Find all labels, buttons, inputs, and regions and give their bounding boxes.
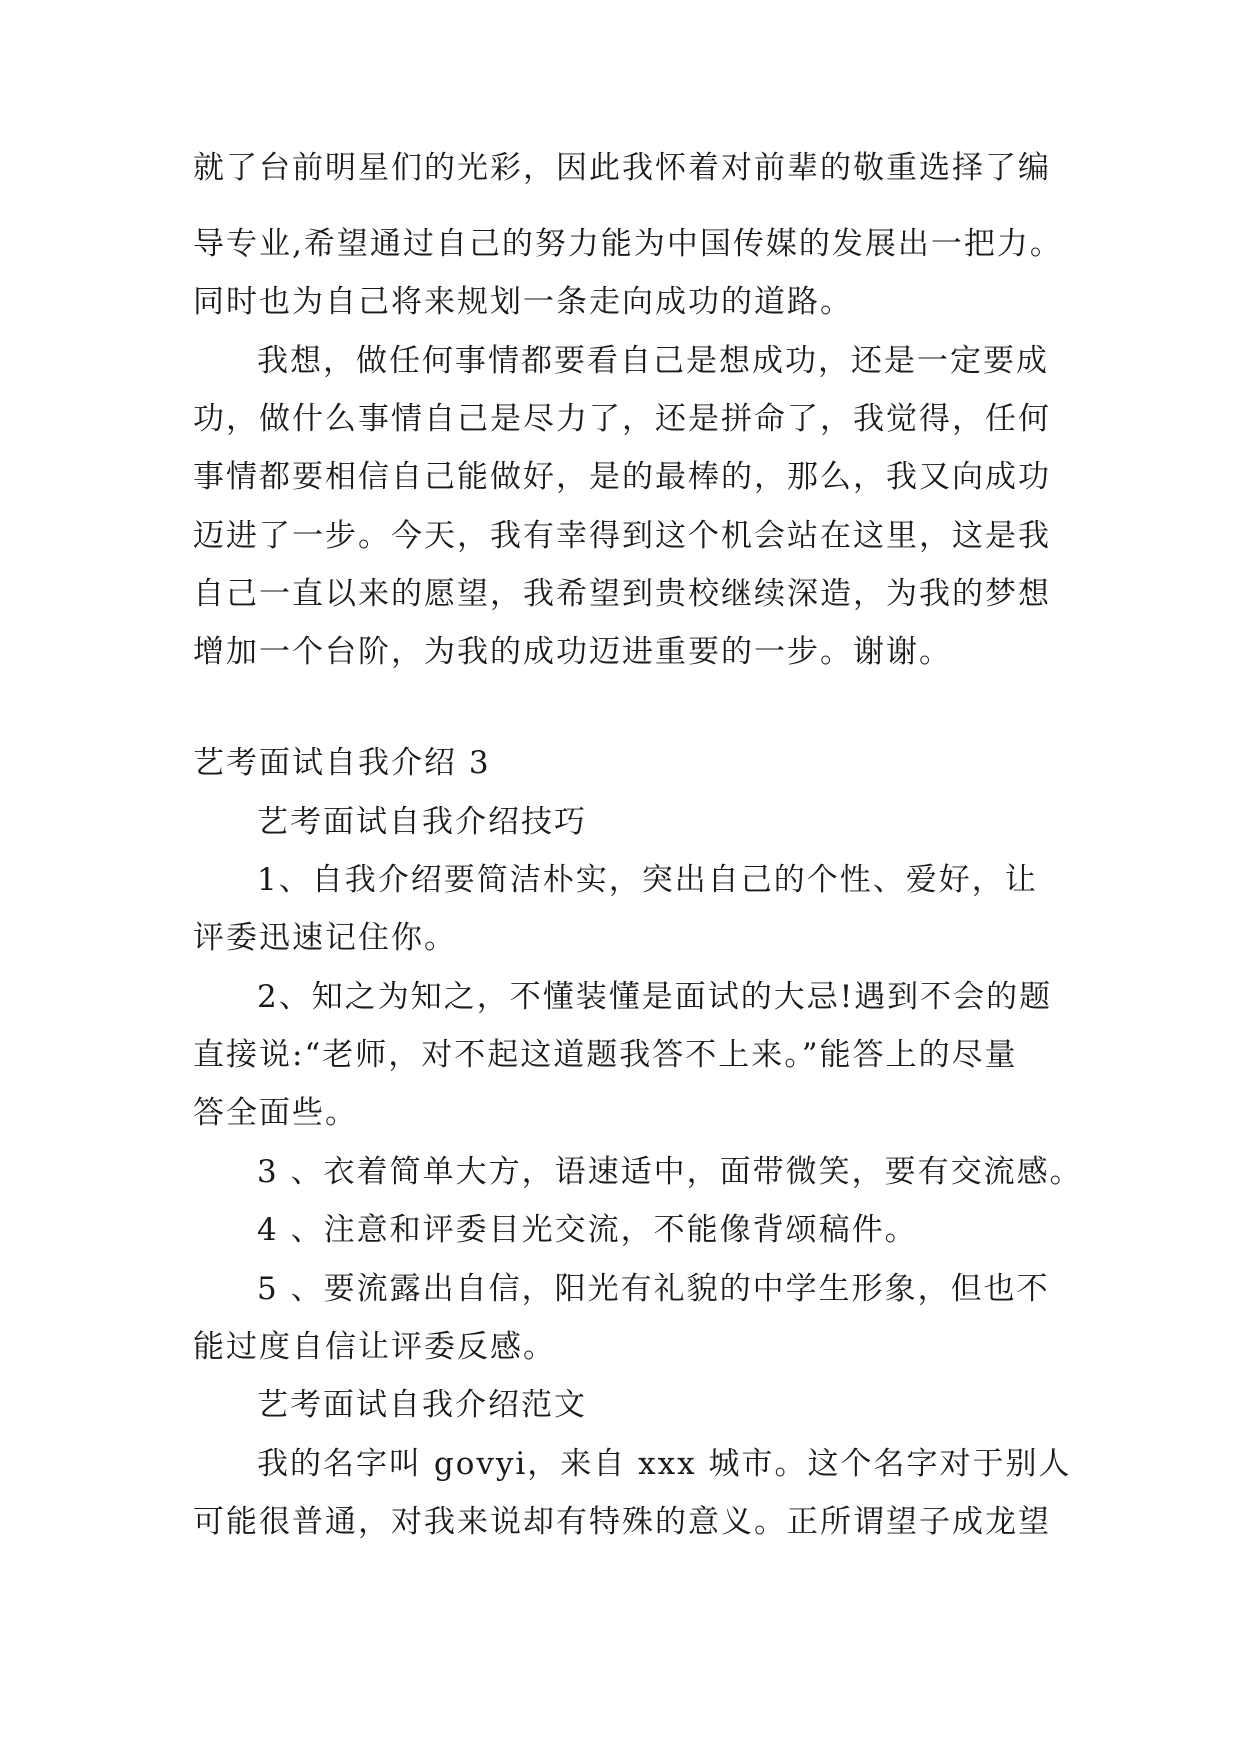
tip-line: 评委迅速记住你。: [193, 920, 457, 956]
paragraph-line: 就了台前明星们的光彩，因此我怀着对前辈的敬重选择了编: [193, 150, 1051, 186]
tip-line: 答全面些。: [193, 1095, 358, 1131]
tip-line: 2、知之为知之，不懂装懂是面试的大忌!遇到不会的题: [257, 979, 1053, 1015]
tip-line: 1、自我介绍要简洁朴实，突出自己的个性、爱好，让: [257, 862, 1038, 898]
tip-line: 4 、注意和评委目光交流，不能像背颂稿件。: [257, 1212, 918, 1248]
sample-line: 可能很普通，对我来说却有特殊的意义。正所谓望子成龙望: [193, 1504, 1051, 1540]
paragraph-line: 事情都要相信自己能做好，是的最棒的，那么，我又向成功: [193, 459, 1051, 495]
paragraph-line: 功，做什么事情自己是尽力了，还是拼命了，我觉得，任何: [193, 401, 1051, 437]
sample-line: 我的名字叫 govyi，来自 xxx 城市。这个名字对于别人: [257, 1446, 1072, 1482]
section-title: 艺考面试自我介绍 3: [193, 745, 491, 781]
paragraph-line: 同时也为自己将来规划一条走向成功的道路。: [193, 284, 853, 320]
tip-line: 5 、要流露出自信，阳光有礼貌的中学生形象，但也不: [257, 1271, 1050, 1307]
paragraph-line: 我想，做任何事情都要看自己是想成功，还是一定要成: [257, 343, 1049, 379]
paragraph-line: 导专业,希望通过自己的努力能为中国传媒的发展出一把力。: [193, 226, 1063, 262]
tip-line: 3 、衣着简单大方，语速适中，面带微笑，要有交流感。: [257, 1154, 1083, 1190]
paragraph-line: 自己一直以来的愿望，我希望到贵校继续深造，为我的梦想: [193, 576, 1051, 612]
subheading-tips: 艺考面试自我介绍技巧: [257, 804, 587, 840]
paragraph-line: 迈进了一步。今天，我有幸得到这个机会站在这里，这是我: [193, 518, 1051, 554]
subheading-sample: 艺考面试自我介绍范文: [257, 1387, 587, 1423]
paragraph-line: 增加一个台阶，为我的成功迈进重要的一步。谢谢。: [193, 634, 952, 670]
tip-line: 直接说:“老师，对不起这道题我答不上来。”能答上的尽量: [193, 1037, 1018, 1073]
tip-line: 能过度自信让评委反感。: [193, 1329, 556, 1365]
